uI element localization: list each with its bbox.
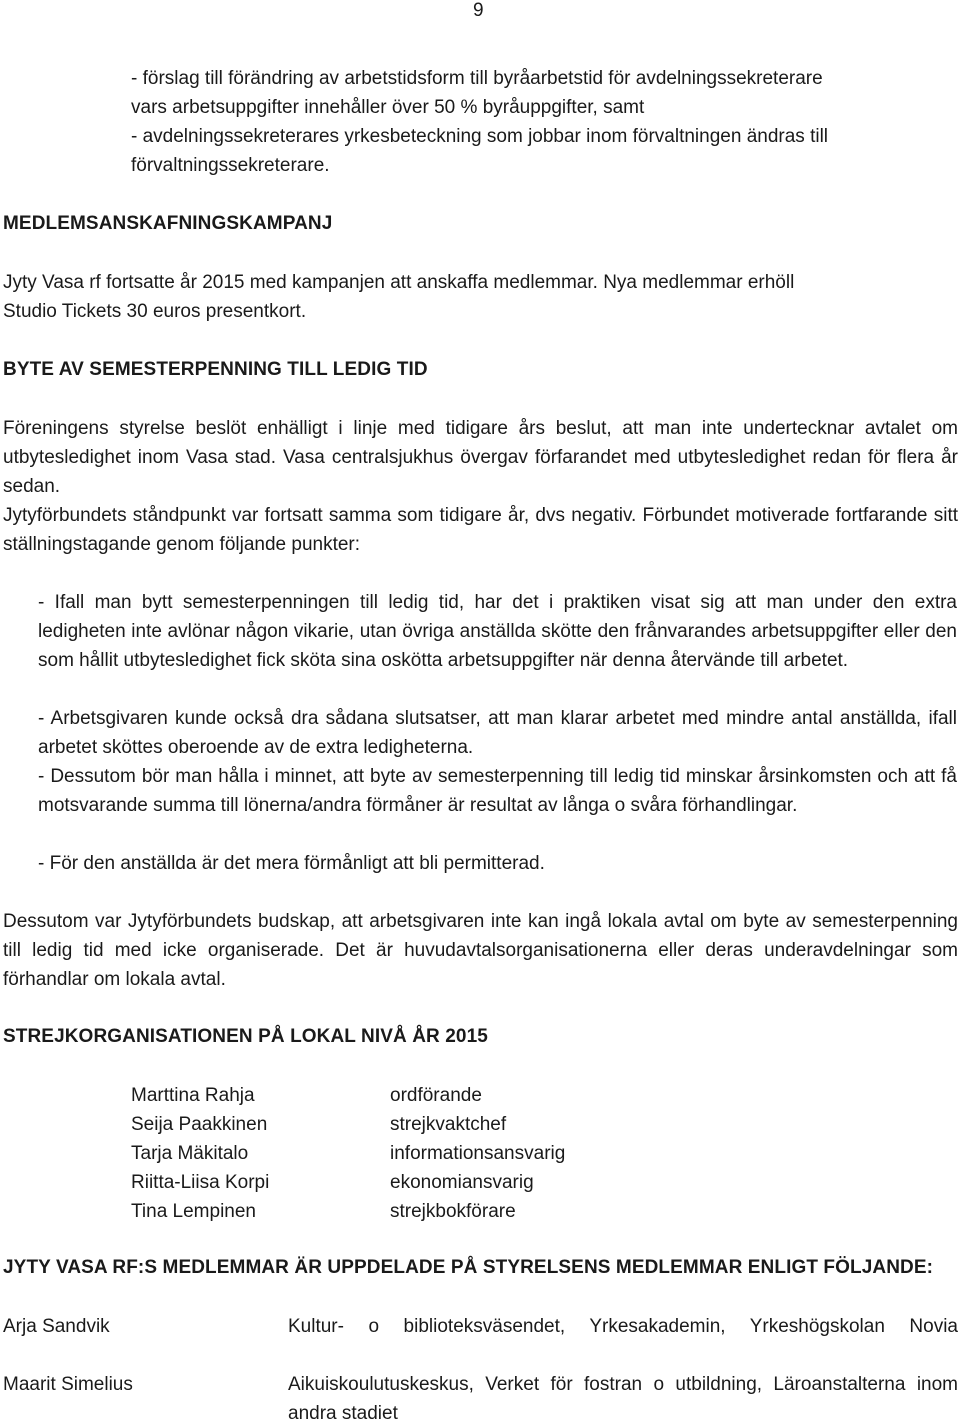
member-role: strejkbokförare xyxy=(390,1201,516,1222)
member-name: Riitta-Liisa Korpi xyxy=(131,1172,270,1193)
member-name: Tina Lempinen xyxy=(131,1201,256,1222)
board-member-name: Maarit Simelius xyxy=(3,1374,133,1395)
intro-line: - förslag till förändring av arbetstidsform till byråarbetstid för avdelningssekreterare xyxy=(131,68,823,89)
board-member-responsibility: Aikuiskoulutuskeskus, Verket för fostran o utbildning, Läroanstalterna inom andra stadiet xyxy=(288,1374,958,1424)
intro-line: förvaltningssekreterare. xyxy=(131,155,330,176)
member-name: Tarja Mäkitalo xyxy=(131,1143,249,1164)
point-item: - Dessutom bör man hålla i minnet, att byte av semesterpenning till ledig tid minskar årsinkomsten och att få motsvarande summa till lönerna/andra förmåner är resultat av långa o svåra förhandlingar. xyxy=(38,766,957,816)
federation-message-paragraph: Dessutom var Jytyförbundets budskap, att arbetsgivaren inte kan ingå lokala avtal om byte av semesterpenning till ledig tid med icke organiserade. Det är huvudavtalsorganisationerna eller deras underavdelningar som förhandlar om lokala avtal. xyxy=(3,911,958,990)
point-item: - Arbetsgivaren kunde också dra sådana slutsatser, att man klarar arbetet med mindre antal anställda, ifall arbetet sköttes oberoende av de extra ledigheterna. xyxy=(38,708,957,758)
intro-line: vars arbetsuppgifter innehåller över 50 % byråuppgifter, samt xyxy=(131,97,645,118)
section-heading-strike-organisation: STREJKORGANISATIONEN PÅ LOKAL NIVÅ ÅR 2015 xyxy=(3,1026,488,1047)
federation-position-paragraph: Jytyförbundets ståndpunkt var fortsatt samma som tidigare år, dvs negativ. Förbundet motiverade fortfarande sitt ställningstagande genom följande punkter: xyxy=(3,505,958,555)
campaign-line: Jyty Vasa rf fortsatte år 2015 med kampanjen att anskaffa medlemmar. Nya medlemmar erhöll xyxy=(3,272,795,293)
campaign-line: Studio Tickets 30 euros presentkort. xyxy=(3,301,307,322)
board-member-responsibility: Kultur- o biblioteksväsendet, Yrkesakademin, Yrkeshögskolan Novia xyxy=(288,1316,958,1337)
board-decision-paragraph: Föreningens styrelse beslöt enhälligt i linje med tidigare års beslut, att man inte undertecknar avtalet om utbytesledighet inom Vasa stad. Vasa centralsjukhus övergav förfarandet med utbytesledighet redan för flera år sedan. xyxy=(3,418,958,497)
member-name: Seija Paakkinen xyxy=(131,1114,268,1135)
section-heading-membership-campaign: MEDLEMSANSKAFNINGSKAMPANJ xyxy=(3,213,333,234)
member-role: informationsansvarig xyxy=(390,1143,566,1164)
point-item: - För den anställda är det mera förmånligt att bli permitterad. xyxy=(38,853,545,874)
membership-campaign-text xyxy=(3,268,958,326)
intro-line: - avdelningssekreterares yrkesbeteckning som jobbar inom förvaltningen ändras till xyxy=(131,126,829,147)
intro-list xyxy=(131,64,957,180)
page-number: 9 xyxy=(473,0,484,21)
member-role: strejkvaktchef xyxy=(390,1114,507,1135)
section-heading-semesterpenning: BYTE AV SEMESTERPENNING TILL LEDIG TID xyxy=(3,359,428,380)
member-role: ekonomiansvarig xyxy=(390,1172,534,1193)
point-item: - Ifall man bytt semesterpenningen till ledig tid, har det i praktiken visat sig att man under den extra ledigheten inte avlönar någon vikarie, utan övriga anställda skötte den frånvarandes arbetsuppgifter eller den som hållit utbytesledighet fick sköta sina oskötta arbetsuppgifter när denna återvände till arbetet. xyxy=(38,592,957,671)
board-member-name: Arja Sandvik xyxy=(3,1316,110,1337)
section-heading-member-distribution: JYTY VASA RF:S MEDLEMMAR ÄR UPPDELADE PÅ STYRELSENS MEDLEMMAR ENLIGT FÖLJANDE: xyxy=(3,1257,934,1278)
member-role: ordförande xyxy=(390,1085,482,1106)
member-name: Marttina Rahja xyxy=(131,1085,255,1106)
